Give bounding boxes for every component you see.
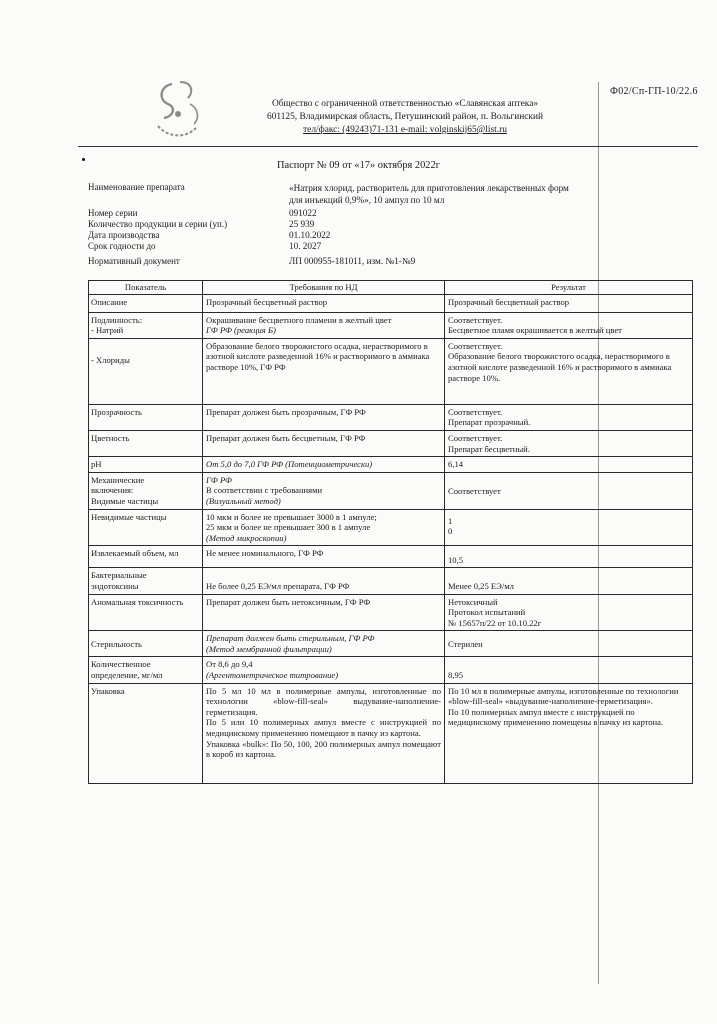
result-line: Бесцветное пламя окрашивается в желтый цвет xyxy=(448,325,622,336)
result-line: Соответствует. xyxy=(448,340,503,351)
row-indicator: Стерильность xyxy=(89,631,203,657)
result-line: Соответствует. xyxy=(448,432,503,443)
indicator-line: Механические xyxy=(91,474,145,485)
requirement-line: (Метод мембранной фильтрации) xyxy=(206,643,332,654)
header-requirements: Требования по НД xyxy=(203,281,445,295)
indicator-line: Видимые частицы xyxy=(91,495,159,506)
row-requirement: Не менее номинального, ГФ РФ xyxy=(203,546,445,568)
row-indicator: Извлекаемый объем, мл xyxy=(89,546,203,568)
table-row xyxy=(89,657,693,683)
passport-title: Паспорт № 09 от «17» октября 2022г xyxy=(277,160,440,171)
requirement-line: (Визуальный метод) xyxy=(206,495,281,506)
row-indicator: - Хлориды xyxy=(89,338,203,404)
indicator-line: Бактериальные xyxy=(91,570,147,581)
requirement-line: ГФ РФ xyxy=(206,474,232,485)
result-line: Препарат прозрачный. xyxy=(448,417,531,428)
indicator-line: Количественное xyxy=(91,659,151,670)
header-result: Результат xyxy=(445,281,693,295)
organization-name: Общество с ограниченной ответственностью «Славянская аптека» xyxy=(271,99,539,109)
field-value-quantity: 25 939 xyxy=(289,219,315,229)
row-requirement: Препарат должен быть нетоксичным, ГФ РФ xyxy=(203,594,445,631)
result-line: Нетоксичный xyxy=(448,596,498,607)
table-row xyxy=(89,683,693,783)
organization-contacts: тел/факс: (49243)71-131 e-mail: volginskij65@list.ru xyxy=(303,125,507,135)
row-result: 8,95 xyxy=(445,657,693,683)
result-line: 1 xyxy=(448,515,453,526)
result-line: Протокол испытаний xyxy=(448,607,526,618)
row-requirement: Не более 0,25 ЕЭ/мл препарата, ГФ РФ xyxy=(203,568,445,594)
row-indicator: Упаковка xyxy=(89,683,203,783)
field-value-series: 091022 xyxy=(289,208,317,218)
field-value-name-line2: для инъекций 0,9%», 10 ампул по 10 мл xyxy=(289,195,445,205)
field-value-name-line1: «Натрия хлорид, растворитель для приготовления лекарственных форм xyxy=(289,183,569,193)
indicator-line: - Натрий xyxy=(91,325,124,336)
result-line: 0 xyxy=(448,526,453,537)
requirement-line: Окрашивание бесцветного пламени в желтый цвет xyxy=(206,314,392,325)
table-row xyxy=(89,509,693,546)
row-requirement xyxy=(203,631,445,657)
row-result: 6,14 xyxy=(445,457,693,473)
table-row xyxy=(89,457,693,473)
header-divider xyxy=(78,146,698,147)
table-row xyxy=(89,338,693,404)
requirement-paragraph: Упаковка «bulk»: По 50, 100, 200 полимерных ампул помещают в короб из картона. xyxy=(206,738,441,760)
row-result xyxy=(445,594,693,631)
requirement-line: В соответствии с требованиями xyxy=(206,485,323,496)
result-line: № 15657п/22 от 10.10.22г xyxy=(448,617,542,628)
field-label-normative-doc: Нормативный документ xyxy=(88,256,180,266)
field-label-name: Наименование препарата xyxy=(88,182,185,192)
result-paragraph: По 10 полимерных ампул вместе с инструкцией по медицинскому применению помещены в пачку из картона. xyxy=(448,706,664,728)
requirement-line: (Метод микроскопии) xyxy=(206,532,287,543)
requirement-paragraph: По 5 мл 10 мл в полимерные ампулы, изготовленные по технологии «blow-fill-seal» выдувание-наполнение-герметизация. xyxy=(206,685,441,717)
row-result xyxy=(445,338,693,404)
table-row xyxy=(89,404,693,430)
row-result: Менее 0,25 ЕЭ/мл xyxy=(445,568,693,594)
row-requirement xyxy=(203,312,445,338)
result-paragraph: По 10 мл в полимерные ампулы, изготовленные по технологии «blow-fill-seal» «выдувание-наполнение-герметизация». xyxy=(448,685,679,707)
field-label-series: Номер серии xyxy=(88,208,138,218)
row-requirement: Препарат должен быть бесцветным, ГФ РФ xyxy=(203,430,445,456)
field-label-quantity: Количество продукции в серии (уп.) xyxy=(88,219,228,229)
requirement-line: 25 мкм и более не превышает 300 в 1 ампуле xyxy=(206,522,371,533)
indicator-line: Подлинность: xyxy=(91,314,143,325)
row-result xyxy=(445,312,693,338)
indicator-line: включения: xyxy=(91,485,134,496)
result-line: Соответствует. xyxy=(448,406,503,417)
row-requirement: Прозрачный бесцветный раствор xyxy=(203,294,445,312)
requirement-line: ГФ РФ (реакция Б) xyxy=(206,325,276,336)
row-indicator xyxy=(89,312,203,338)
row-result xyxy=(445,404,693,430)
row-indicator xyxy=(89,472,203,509)
row-indicator: Прозрачность xyxy=(89,404,203,430)
table-row xyxy=(89,312,693,338)
row-indicator: Описание xyxy=(89,294,203,312)
table-row xyxy=(89,594,693,631)
table-row xyxy=(89,546,693,568)
row-requirement xyxy=(203,683,445,783)
document-code: Ф02/Сп-ГП-10/22.6 xyxy=(610,86,698,97)
row-indicator: Аномальная токсичность xyxy=(89,594,203,631)
requirement-line: (Аргентометрическое титрование) xyxy=(206,670,339,681)
row-requirement: Образование белого творожистого осадка, нерастворимого в азотной кислоте разведенной 16% и растворимого в аммиака растворе 10%, ГФ РФ xyxy=(203,338,445,404)
result-line: Соответствует. xyxy=(448,314,503,325)
table-row xyxy=(89,631,693,657)
field-label-expiry: Срок годности до xyxy=(88,241,156,251)
row-result: Соответствует xyxy=(445,472,693,509)
table-header-row xyxy=(89,281,693,295)
indicator-line: эндотоксины xyxy=(91,580,139,591)
indicator-line: определение, мг/мл xyxy=(91,670,163,681)
row-result: Стерилен xyxy=(445,631,693,657)
row-indicator: Невидимые частицы xyxy=(89,509,203,546)
requirement-line: 10 мкм и более не превышает 3000 в 1 ампуле; xyxy=(206,511,377,522)
field-value-production-date: 01.10.2022 xyxy=(289,230,331,240)
table-row xyxy=(89,294,693,312)
field-value-normative-doc: ЛП 000955-181011, изм. №1-№9 xyxy=(289,256,416,266)
table-row xyxy=(89,430,693,456)
row-result xyxy=(445,509,693,546)
row-result: Прозрачный бесцветный раствор xyxy=(445,294,693,312)
row-indicator: Цветность xyxy=(89,430,203,456)
requirement-paragraph: По 5 или 10 полимерных ампул вместе с инструкцией по медицинскому применению помещают в пачку из картона. xyxy=(206,717,441,739)
field-label-production-date: Дата производства xyxy=(88,230,160,240)
result-line: Препарат бесцветный. xyxy=(448,443,530,454)
row-requirement xyxy=(203,509,445,546)
row-requirement: Препарат должен быть прозрачным, ГФ РФ xyxy=(203,404,445,430)
specification-table xyxy=(88,280,693,784)
requirement-line: От 8,6 до 9,4 xyxy=(206,659,253,670)
result-line: Образование белого творожистого осадка, нерастворимого в азотной кислоте разведенной 16% и растворимого в аммиака растворе 10%. xyxy=(448,351,672,383)
row-requirement xyxy=(203,657,445,683)
row-result xyxy=(445,430,693,456)
row-indicator: pH xyxy=(89,457,203,473)
row-indicator xyxy=(89,657,203,683)
field-value-expiry: 10. 2027 xyxy=(289,241,322,251)
row-requirement xyxy=(203,472,445,509)
organization-address: 601125, Владимирская область, Петушинский район, п. Вольгинский xyxy=(267,112,543,122)
row-indicator xyxy=(89,568,203,594)
requirement-line: Препарат должен быть стерильным, ГФ РФ xyxy=(206,633,375,644)
header-indicator: Показатель xyxy=(89,281,203,295)
table-row xyxy=(89,568,693,594)
row-result xyxy=(445,683,693,783)
row-result: 10,5 xyxy=(445,546,693,568)
table-row xyxy=(89,472,693,509)
row-requirement: От 5,0 до 7,0 ГФ РФ (Потенциометрически) xyxy=(203,457,445,473)
